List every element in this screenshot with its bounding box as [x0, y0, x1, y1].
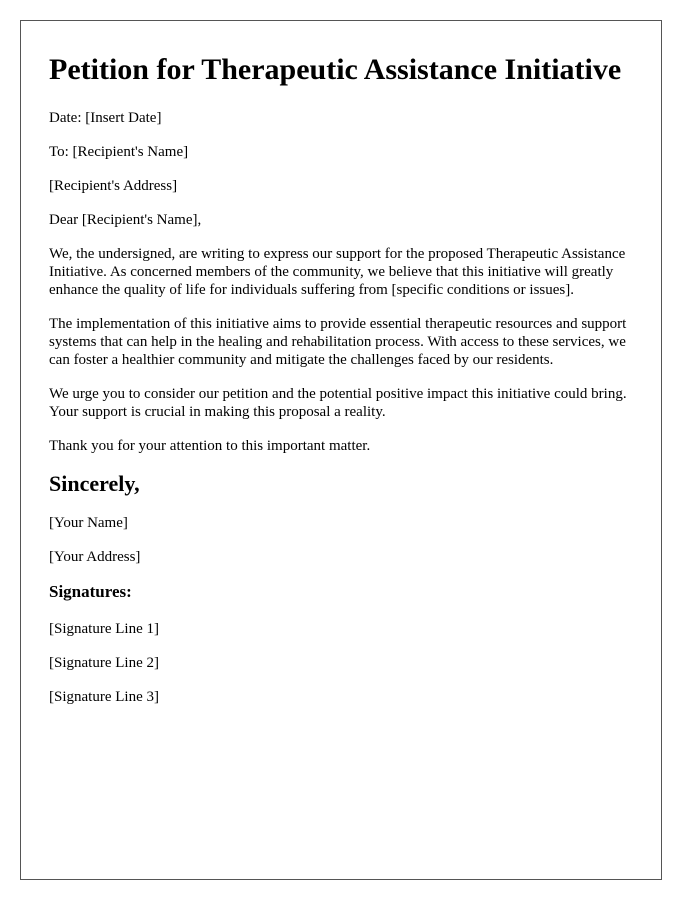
closing: Sincerely, [49, 471, 140, 496]
document-title: Petition for Therapeutic Assistance Initiative [49, 53, 622, 86]
body-paragraph-implementation: The implementation of this initiative aims to provide essential therapeutic resources and support systems that can help in the healing and rehabilitation process. With access to these services, we can foster a healthier community and mitigate the challenges faced by our residents. [49, 316, 627, 368]
sender-address: [Your Address] [49, 549, 141, 565]
date-line: Date: [Insert Date] [49, 110, 162, 126]
signature-line-1: [Signature Line 1] [49, 621, 159, 637]
signature-line-3: [Signature Line 3] [49, 689, 159, 705]
signatures-heading: Signatures: [49, 582, 132, 601]
recipient-name-line: To: [Recipient's Name] [49, 144, 189, 160]
signature-line-2: [Signature Line 2] [49, 655, 159, 671]
recipient-address-line: [Recipient's Address] [49, 178, 178, 194]
body-paragraph-urge: We urge you to consider our petition and the potential positive impact this initiative could bring. Your support is crucial in making this proposal a reality. [49, 386, 627, 420]
body-paragraph-thanks: Thank you for your attention to this important matter. [49, 438, 371, 454]
body-paragraph-support: We, the undersigned, are writing to express our support for the proposed Therapeutic Assistance Initiative. As concerned members of the community, we believe that this initiative will greatly enhance the quality of life for individuals suffering from [specific conditions or issues]. [49, 246, 626, 298]
petition-letter [20, 20, 662, 880]
sender-name: [Your Name] [49, 515, 128, 531]
salutation: Dear [Recipient's Name], [49, 212, 202, 228]
